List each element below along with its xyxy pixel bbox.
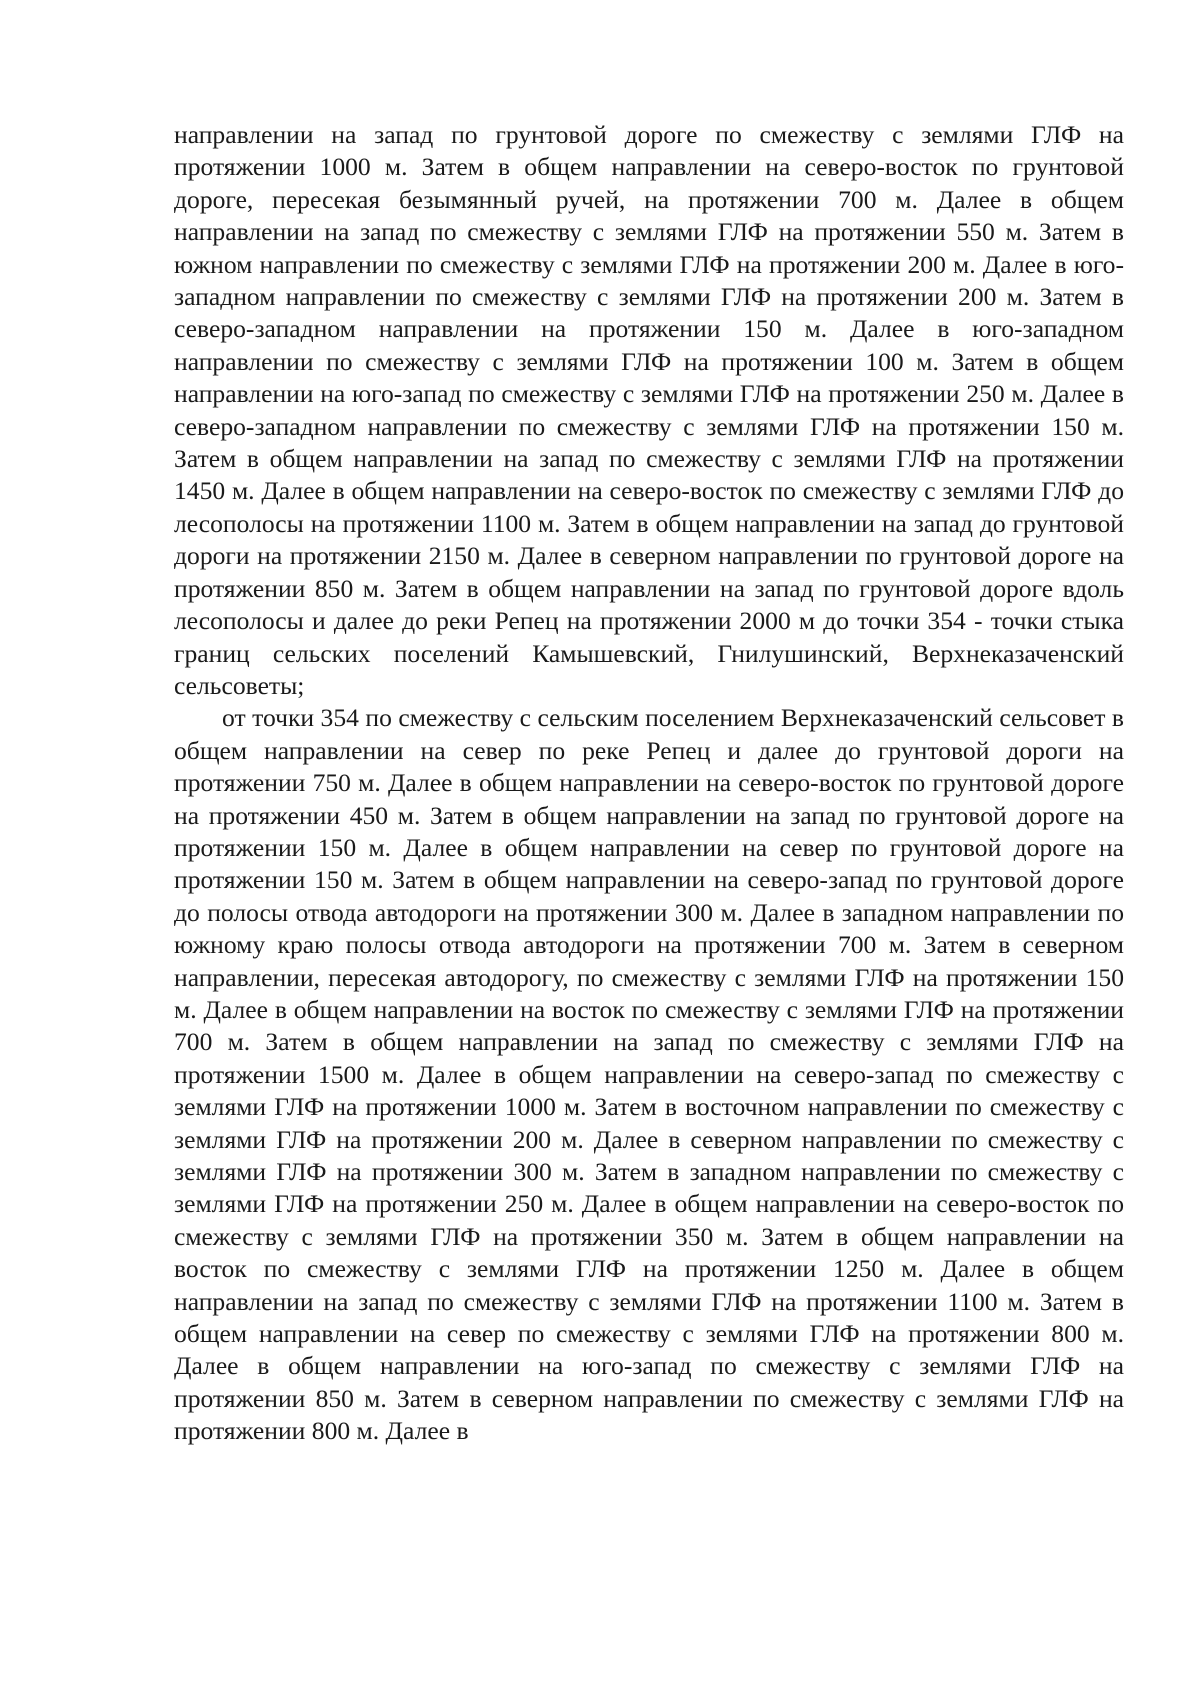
paragraph-point-354: от точки 354 по смежеству с сельским поселением Верхнеказаченский сельсовет в общем направлении на север по реке Репец и далее до грунтовой дороги на протяжении 750 м. Далее в общем направлении на северо-восток по грунтовой дороге на протяжении 450 м. Затем в общем направлении на запад по грунтовой дороге на протяжении 150 м. Далее в общем направлении на север по грунтовой дороге на протяжении 150 м. Затем в общем направлении на северо-запад по грунтовой дороге до полосы отвода автодороги на протяжении 300 м. Далее в западном направлении по южному краю полосы отвода автодороги на протяжении 700 м. Затем в северном направлении, пересекая автодорогу, по смежеству с землями ГЛФ на протяжении 150 м. Далее в общем направлении на восток по смежеству с землями ГЛФ на протяжении 700 м. Затем в общем направлении на запад по смежеству с землями ГЛФ на протяжении 1500 м. Далее в общем направлении на северо-запад по смежеству с землями ГЛФ на протяжении 1000 м. Затем в восточном направлении по смежеству с землями ГЛФ на протяжении 200 м. Далее в северном направлении по смежеству с землями ГЛФ на протяжении 300 м. Затем в западном направлении по смежеству с землями ГЛФ на протяжении 250 м. Далее в общем направлении на северо-восток по смежеству с землями ГЛФ на протяжении 350 м. Затем в общем направлении на восток по смежеству с землями ГЛФ на протяжении 1250 м. Далее в общем направлении на запад по смежеству с землями ГЛФ на протяжении 1100 м. Затем в общем направлении на север по смежеству с землями ГЛФ на протяжении 800 м. Далее в общем направлении на юго-запад по смежеству с землями ГЛФ на протяжении 850 м. Затем в северном направлении по смежеству с землями ГЛФ на протяжении 800 м. Далее в xyxy=(174,703,1124,1446)
document-body xyxy=(174,119,1124,1448)
paragraph-continuation: направлении на запад по грунтовой дороге по смежеству с землями ГЛФ на протяжении 1000 м. Затем в общем направлении на северо-восток по грунтовой дороге, пересекая безымянный ручей, на протяжении 700 м. Далее в общем направлении на запад по смежеству с землями ГЛФ на протяжении 550 м. Затем в южном направлении по смежеству с землями ГЛФ на протяжении 200 м. Далее в юго-западном направлении по смежеству с землями ГЛФ на протяжении 200 м. Затем в северо-западном направлении на протяжении 150 м. Далее в юго-западном направлении по смежеству с землями ГЛФ на протяжении 100 м. Затем в общем направлении на юго-запад по смежеству с землями ГЛФ на протяжении 250 м. Далее в северо-западном направлении по смежеству с землями ГЛФ на протяжении 150 м. Затем в общем направлении на запад по смежеству с землями ГЛФ на протяжении 1450 м. Далее в общем направлении на северо-восток по смежеству с землями ГЛФ до лесополосы на протяжении 1100 м. Затем в общем направлении на запад до грунтовой дороги на протяжении 2150 м. Далее в северном направлении по грунтовой дороге на протяжении 850 м. Затем в общем направлении на запад по грунтовой дороге вдоль лесополосы и далее до реки Репец на протяжении 2000 м до точки 354 - точки стыка границ сельских поселений Камышевский, Гнилушинский, Верхнеказаченский сельсоветы; xyxy=(174,120,1124,700)
